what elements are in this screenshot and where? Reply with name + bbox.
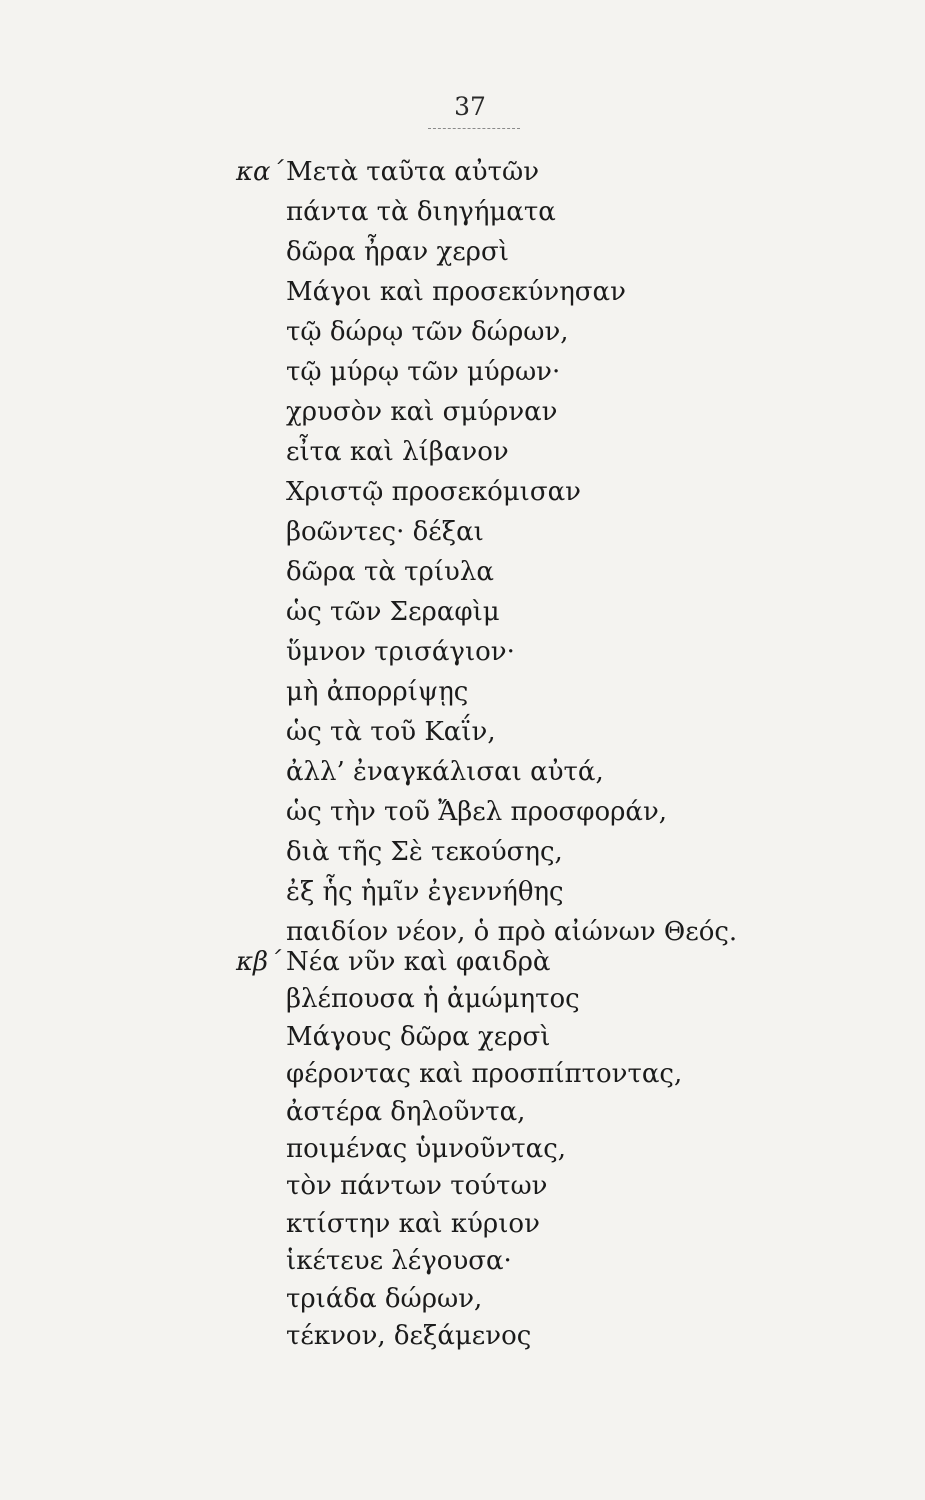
verse-line: Μάγους δῶρα χερσὶ [286, 1021, 551, 1052]
verse-line: τριάδα δώρων, [286, 1283, 483, 1314]
verse-line: χρυσὸν καὶ σμύρναν [286, 397, 558, 427]
verse-line: παιδίον νέον, ὁ πρὸ αἰώνων Θεός. [286, 917, 738, 947]
verse-line: διὰ τῆς Σὲ τεκούσης, [286, 837, 563, 867]
verse-line: ποιμένας ὑμνοῦντας, [286, 1133, 567, 1164]
verse-lines [286, 152, 737, 952]
stanza-marker: κβ΄ [236, 947, 282, 977]
verse-line: ὕμνον τρισάγιον· [286, 637, 515, 667]
verse-line: κτίστην καὶ κύριον [286, 1208, 540, 1239]
verse-line: τῷ μύρῳ τῶν μύρων· [286, 357, 561, 387]
verse-line: μὴ ἀπορρίψῃς [286, 677, 469, 707]
header-rule [428, 128, 520, 129]
verse-line: Μετὰ ταῦτα αὐτῶν [286, 157, 540, 187]
verse-line: ἱκέτευε λέγουσα· [286, 1246, 512, 1277]
verse-line: βοῶντες· δέξαι [286, 517, 484, 547]
page-number: 37 [454, 92, 486, 121]
verse-line: τέκνον, δεξάμενος [286, 1320, 532, 1351]
verse-line: τῷ δώρῳ τῶν δώρων, [286, 317, 569, 347]
verse-line: ὡς τὴν τοῦ Ἄβελ προσφοράν, [286, 797, 668, 827]
verse-line: ἀστέρα δηλοῦντα, [286, 1096, 526, 1127]
verse-line: Νέα νῦν καὶ φαιδρὰ [286, 947, 551, 977]
verse-line: δῶρα ἦραν χερσὶ [286, 237, 509, 267]
verse-line: ὡς τῶν Σεραφὶμ [286, 597, 500, 627]
verse-line: δῶρα τὰ τρίυλα [286, 557, 494, 587]
verse-line: Μάγοι καὶ προσεκύνησαν [286, 277, 626, 307]
verse-line: Χριστῷ προσεκόμισαν [286, 477, 581, 507]
verse-line: εἶτα καὶ λίβανον [286, 437, 509, 467]
verse-line: φέροντας καὶ προσπίπτοντας, [286, 1059, 683, 1090]
verse-line: ἀλλ’ ἐναγκάλισαι αὐτά, [286, 757, 604, 787]
verse-line: ἐξ ἧς ἡμῖν ἐγεννήθης [286, 877, 564, 907]
verse-line: βλέπουσα ἡ ἀμώμητος [286, 984, 580, 1015]
verse-line: ὡς τὰ τοῦ Καΐν, [286, 717, 496, 747]
verse-lines [286, 944, 682, 1355]
stanza-marker: κα΄ [236, 157, 284, 187]
verse-line: τὸν πάντων τούτων [286, 1171, 548, 1202]
verse-line: πάντα τὰ διηγήματα [286, 197, 556, 227]
